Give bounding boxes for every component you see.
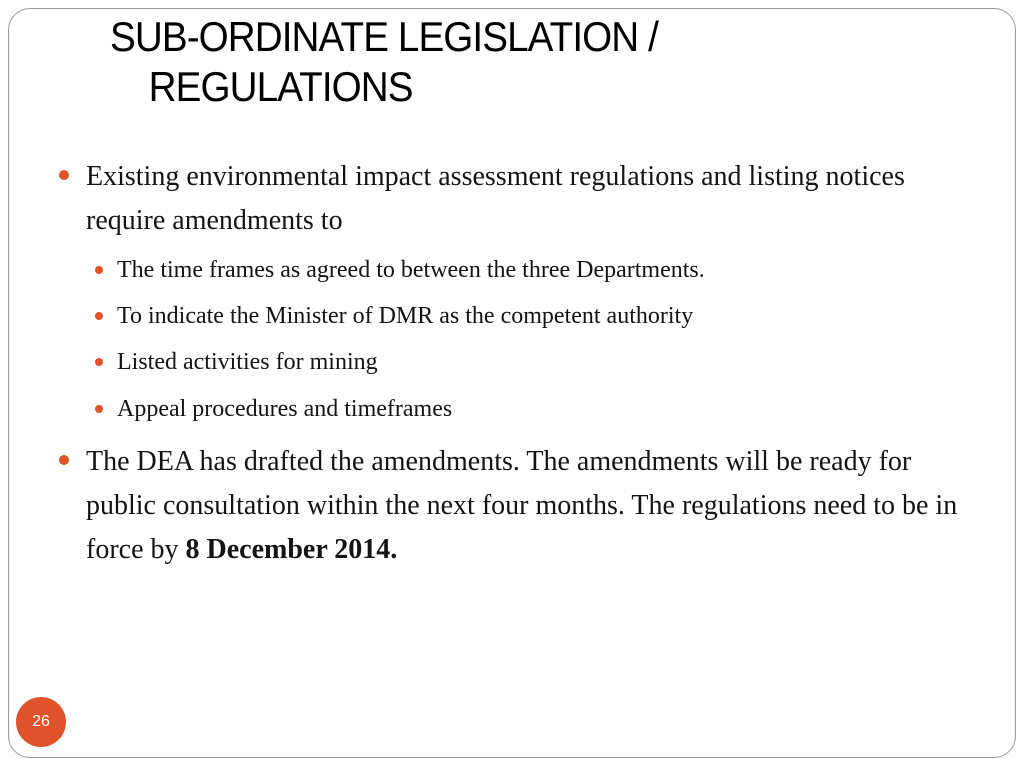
bullet-item-1	[86, 155, 966, 243]
sub-bullet-item-3	[117, 347, 967, 377]
sub-bullet-dot-icon	[95, 358, 103, 366]
slide-title	[110, 12, 846, 112]
bullet-2-text: The DEA has drafted the amendments. The amendments will be ready for public consultation within the next four months. The regulations need to be in force by	[86, 446, 958, 565]
sub-bullet-1-text: The time frames as agreed to between the three Departments.	[117, 257, 705, 283]
sub-bullet-dot-icon	[95, 312, 103, 320]
sub-bullet-dot-icon	[95, 405, 103, 413]
title-line-2: REGULATIONS	[148, 63, 413, 110]
sub-bullet-3-text: Listed activities for mining	[117, 349, 378, 375]
bullet-1-text: Existing environmental impact assessment regulations and listing notices require amendments to	[86, 161, 905, 236]
bullet-dot-icon	[59, 455, 69, 465]
slide-number-badge: 26	[16, 697, 66, 747]
sub-bullet-dot-icon	[95, 266, 103, 274]
sub-bullet-2-text: To indicate the Minister of DMR as the competent authority	[117, 303, 694, 329]
bullet-dot-icon	[59, 170, 69, 180]
slide-frame	[8, 8, 1016, 758]
sub-bullet-item-1	[117, 255, 967, 285]
sub-bullet-item-4	[117, 394, 967, 424]
sub-bullet-item-2	[117, 301, 967, 331]
bullet-2-deadline: 8 December 2014.	[185, 534, 398, 565]
bullet-item-2	[86, 440, 966, 572]
sub-bullet-4-text: Appeal procedures and timeframes	[117, 396, 453, 422]
title-line-1: SUB-ORDINATE LEGISLATION /	[110, 13, 658, 60]
